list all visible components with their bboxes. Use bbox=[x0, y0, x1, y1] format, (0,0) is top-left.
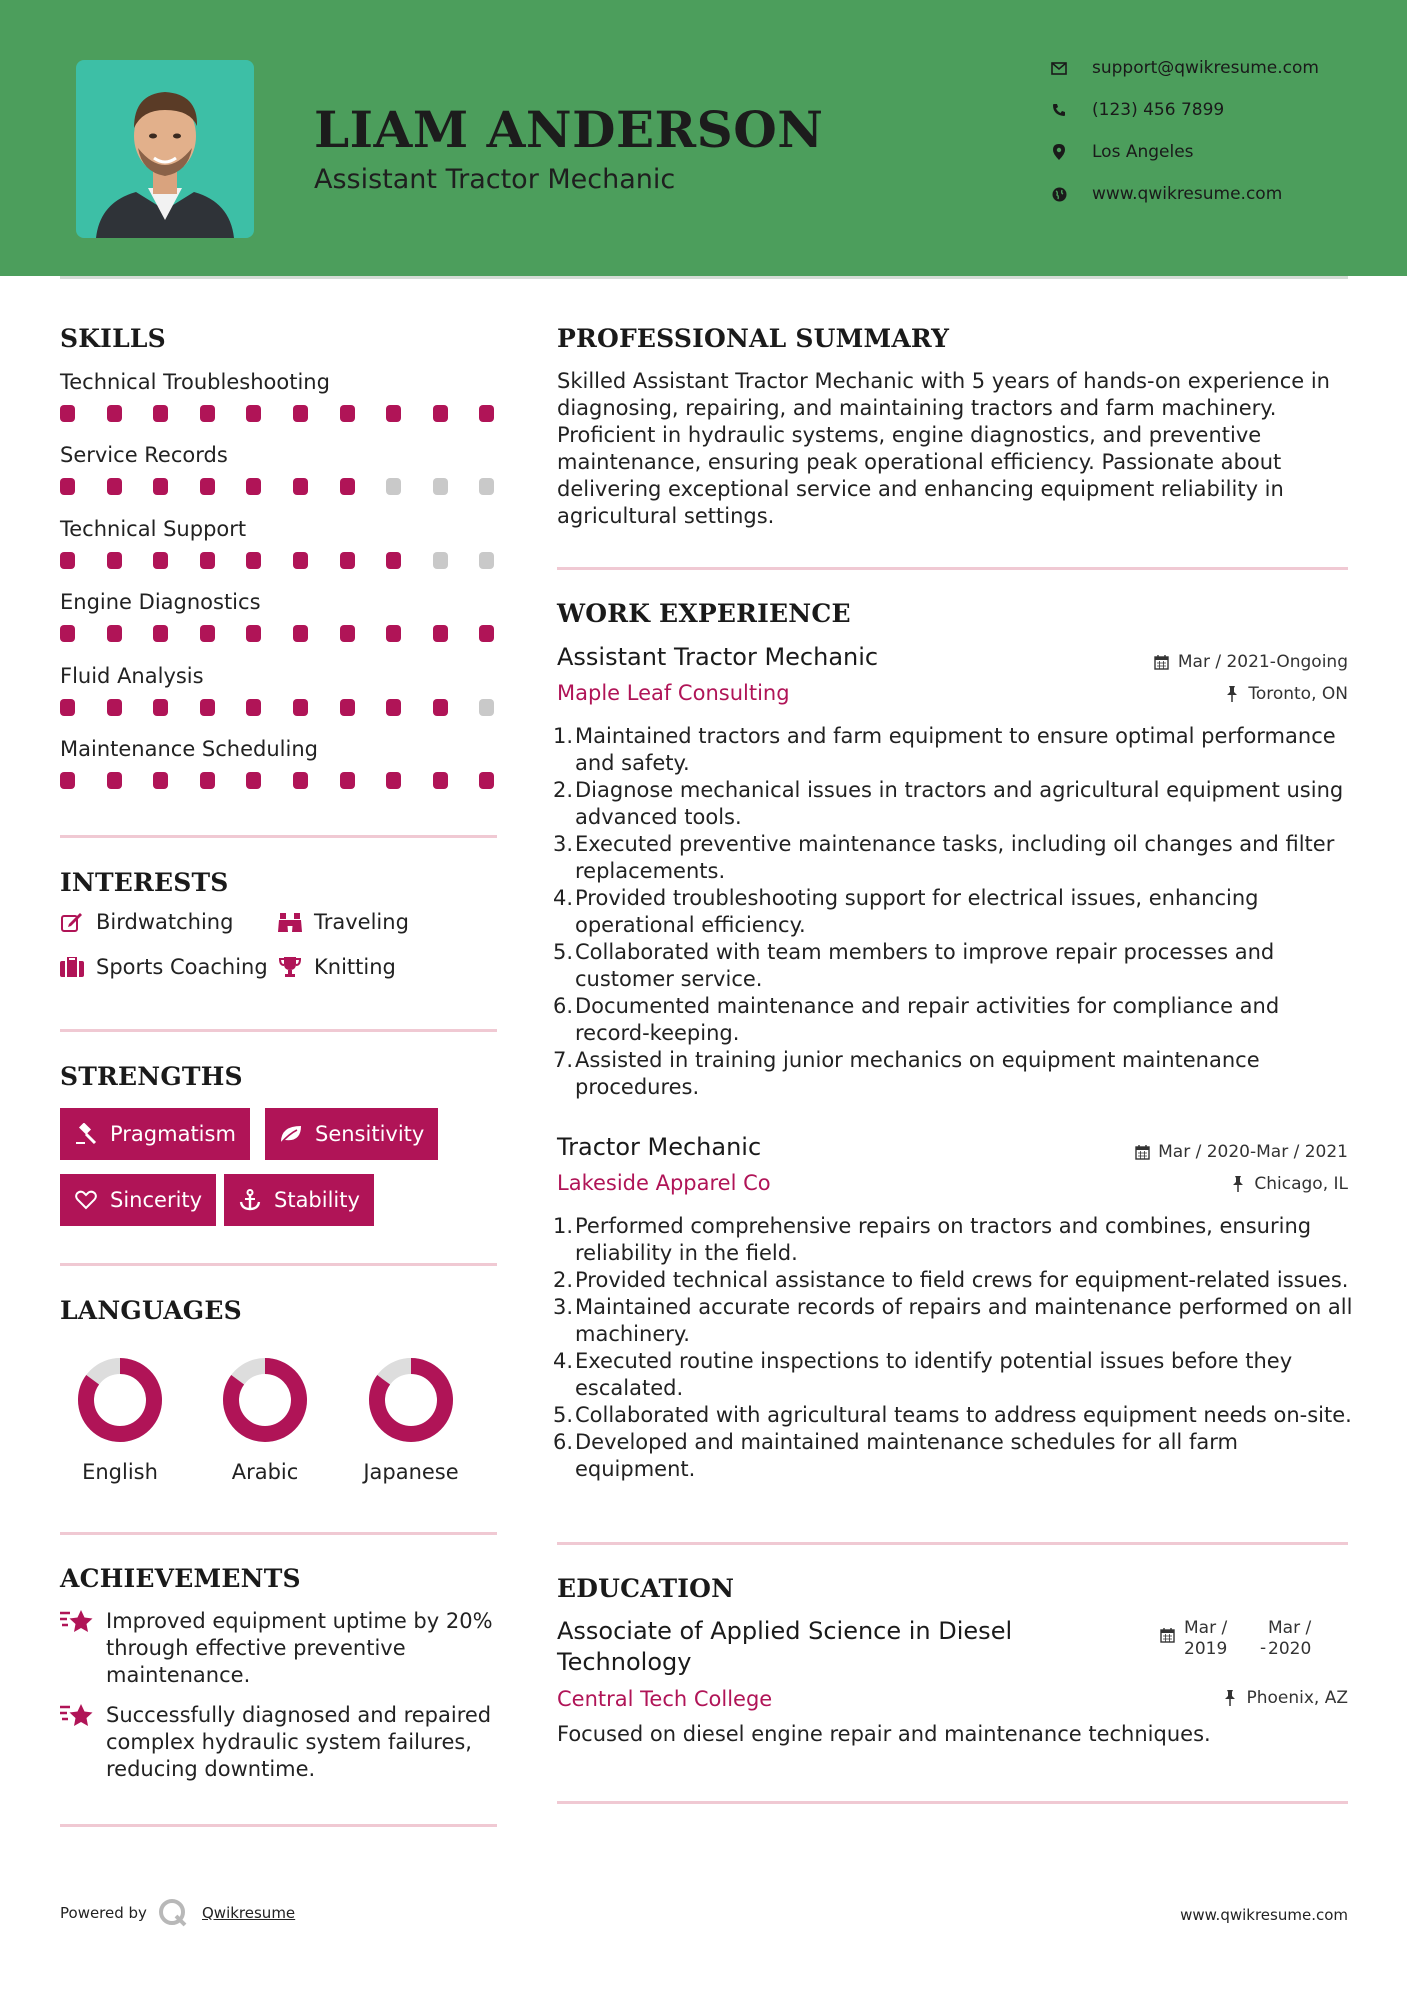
contact-location bbox=[1050, 140, 1194, 164]
leaf-icon bbox=[279, 1122, 303, 1146]
interest-label: Sports Coaching bbox=[96, 955, 268, 979]
education-description: Focused on diesel engine repair and maintenance techniques. bbox=[557, 1722, 1211, 1746]
job-role: Tractor Mechanic bbox=[557, 1133, 762, 1161]
duty-item: 1. Performed comprehensive repairs on tractors and combines, ensuring reliability in the field. bbox=[553, 1214, 1312, 1265]
skill-dot-filled bbox=[246, 625, 261, 642]
calendar-icon bbox=[1134, 1144, 1150, 1160]
interest-label: Birdwatching bbox=[96, 910, 234, 934]
contact-email-text: support@qwikresume.com bbox=[1092, 58, 1319, 78]
interest-label: Traveling bbox=[314, 910, 409, 934]
qwikresume-logo-icon bbox=[158, 1898, 188, 1928]
achievement-item bbox=[60, 1702, 500, 1783]
contact-email[interactable] bbox=[1050, 56, 1319, 80]
duty-item: 5. Collaborated with agricultural teams to address equipment needs on-site. bbox=[553, 1403, 1352, 1427]
job-duties bbox=[553, 1213, 1353, 1483]
skill-dot-filled bbox=[293, 478, 308, 495]
skill-dot-filled bbox=[433, 405, 448, 422]
skill-name: Engine Diagnostics bbox=[60, 590, 261, 615]
strength-tag bbox=[60, 1108, 250, 1160]
skill-rating bbox=[60, 699, 500, 717]
skill-dot-empty bbox=[433, 478, 448, 495]
strength-tag bbox=[265, 1108, 438, 1160]
duty-item: 4. Provided troubleshooting support for electrical issues, enhancing operational efficiency. bbox=[553, 886, 1259, 937]
skill-dot-filled bbox=[60, 552, 75, 569]
footer-website[interactable]: www.qwikresume.com bbox=[1180, 1906, 1348, 1924]
achievement-text: Improved equipment uptime by 20% through effective preventive maintenance. bbox=[106, 1609, 493, 1687]
language-item bbox=[50, 1356, 190, 1448]
skill-dot-filled bbox=[153, 478, 168, 495]
strength-tag bbox=[60, 1174, 216, 1226]
thumbtack-icon bbox=[1224, 686, 1240, 702]
skill-dot-empty bbox=[479, 478, 494, 495]
suitcase-icon bbox=[60, 955, 84, 979]
skill-dot-filled bbox=[107, 699, 122, 716]
profile-photo bbox=[76, 60, 254, 238]
skill-dot-filled bbox=[200, 552, 215, 569]
skill-name: Fluid Analysis bbox=[60, 663, 204, 688]
duty-item: 4. Executed routine inspections to identify potential issues before they escalated. bbox=[553, 1349, 1293, 1400]
summary-divider bbox=[557, 567, 1348, 570]
skill-dot-filled bbox=[293, 552, 308, 569]
skill-dot-filled bbox=[433, 625, 448, 642]
calendar-icon bbox=[1154, 654, 1170, 670]
skill-dot-filled bbox=[386, 772, 401, 789]
skill-dot-filled bbox=[340, 699, 355, 716]
skill-rating bbox=[60, 625, 500, 643]
skill-dot-filled bbox=[386, 405, 401, 422]
interest-item bbox=[60, 955, 268, 979]
strengths-divider bbox=[60, 1263, 497, 1266]
skill-dot-empty bbox=[386, 478, 401, 495]
skill-dot-filled bbox=[153, 772, 168, 789]
skill-dot-filled bbox=[433, 699, 448, 716]
language-donut bbox=[50, 1356, 190, 1444]
achievement-text: Successfully diagnosed and repaired complex hydraulic system failures, reducing downtime. bbox=[106, 1703, 492, 1781]
skill-dot-filled bbox=[200, 772, 215, 789]
contact-location-text: Los Angeles bbox=[1092, 142, 1194, 162]
skill-dot-filled bbox=[479, 405, 494, 422]
trophy-icon bbox=[278, 955, 302, 979]
interest-label: Knitting bbox=[314, 955, 396, 979]
duty-item: 7. Assisted in training junior mechanics on equipment maintenance procedures. bbox=[553, 1048, 1260, 1099]
skill-dot-filled bbox=[340, 405, 355, 422]
strength-tag bbox=[224, 1174, 374, 1226]
binoculars-icon bbox=[278, 910, 302, 934]
skill-name: Technical Support bbox=[60, 516, 247, 541]
skill-dot-filled bbox=[293, 625, 308, 642]
duty-item: 2. Diagnose mechanical issues in tractors and agricultural equipment using advanced tools. bbox=[553, 778, 1344, 829]
skill-dot-filled bbox=[293, 405, 308, 422]
education-school: Central Tech College bbox=[557, 1687, 773, 1711]
skill-dot-filled bbox=[153, 625, 168, 642]
skill-dot-filled bbox=[60, 772, 75, 789]
skill-dot-filled bbox=[340, 772, 355, 789]
summary-heading: PROFESSIONAL SUMMARY bbox=[557, 324, 950, 353]
job-company: Lakeside Apparel Co bbox=[557, 1171, 771, 1195]
language-label: English bbox=[82, 1460, 158, 1484]
duty-item: 5. Collaborated with team members to improve repair processes and customer service. bbox=[553, 940, 1275, 991]
languages-heading: LANGUAGES bbox=[60, 1296, 242, 1325]
skill-dot-filled bbox=[153, 405, 168, 422]
job-date-text: Mar / 2020-Mar / 2021 bbox=[1158, 1142, 1348, 1162]
contact-website[interactable] bbox=[1050, 182, 1282, 206]
skill-dot-filled bbox=[200, 699, 215, 716]
skill-dot-filled bbox=[246, 478, 261, 495]
summary-text: Skilled Assistant Tractor Mechanic with 5 years of hands-on experience in diagnosing, repairing, and maintaining tractors and farm machinery. Proficient in hydraulic systems, engine diagnostics, and preventive maintenance, ensuring peak operational efficiency. Passionate about delivering exceptional service and enhancing equipment reliability in agricultural settings. bbox=[557, 369, 1330, 528]
heart-icon bbox=[74, 1188, 98, 1212]
candidate-name: LIAM ANDERSON bbox=[314, 100, 824, 159]
contact-website-text: www.qwikresume.com bbox=[1092, 184, 1283, 204]
header-underline bbox=[60, 276, 1348, 279]
thumbtack-icon bbox=[1222, 1690, 1238, 1706]
phone-icon bbox=[1050, 101, 1068, 119]
skill-dot-empty bbox=[433, 552, 448, 569]
skill-dot-filled bbox=[246, 405, 261, 422]
skill-dot-filled bbox=[200, 478, 215, 495]
skill-dot-filled bbox=[246, 699, 261, 716]
duty-item: 6. Documented maintenance and repair activities for compliance and record-keeping. bbox=[553, 994, 1280, 1045]
experience-heading: WORK EXPERIENCE bbox=[557, 599, 851, 628]
interest-item bbox=[278, 910, 409, 934]
date-separator: - bbox=[1260, 1638, 1267, 1658]
skill-dot-filled bbox=[153, 699, 168, 716]
language-donut bbox=[195, 1356, 335, 1444]
skill-dot-filled bbox=[479, 625, 494, 642]
skill-dot-empty bbox=[479, 699, 494, 716]
languages-divider bbox=[60, 1532, 497, 1535]
skill-dot-filled bbox=[340, 625, 355, 642]
language-label: Arabic bbox=[231, 1460, 299, 1484]
achievements-heading: ACHIEVEMENTS bbox=[60, 1564, 301, 1593]
pencil-square-icon bbox=[60, 910, 84, 934]
experience-divider bbox=[557, 1542, 1348, 1545]
language-item bbox=[195, 1356, 335, 1448]
job-location bbox=[1230, 1174, 1348, 1194]
star-icon bbox=[60, 1608, 94, 1638]
star-icon bbox=[60, 1702, 94, 1732]
map-pin-icon bbox=[1050, 143, 1068, 161]
job-company: Maple Leaf Consulting bbox=[557, 681, 790, 705]
skill-dot-filled bbox=[153, 552, 168, 569]
skill-dot-filled bbox=[479, 772, 494, 789]
job-date-text: Mar / 2021-Ongoing bbox=[1177, 652, 1348, 672]
gavel-icon bbox=[74, 1122, 98, 1146]
duty-item: 3. Executed preventive maintenance tasks, including oil changes and filter replacements. bbox=[553, 832, 1335, 883]
candidate-title: Assistant Tractor Mechanic bbox=[314, 164, 676, 195]
skill-dot-filled bbox=[107, 478, 122, 495]
strength-label: Sincerity bbox=[110, 1188, 203, 1212]
contact-phone[interactable] bbox=[1050, 98, 1224, 122]
skills-heading: SKILLS bbox=[60, 324, 166, 353]
duty-item: 2. Provided technical assistance to field crews for equipment-related issues. bbox=[553, 1268, 1349, 1292]
skill-dot-filled bbox=[293, 699, 308, 716]
job-duties bbox=[553, 723, 1353, 1101]
duty-item: 1. Maintained tractors and farm equipment to ensure optimal performance and safety. bbox=[553, 724, 1336, 775]
education-degree: Associate of Applied Science in Diesel Technology bbox=[557, 1617, 1013, 1676]
skill-dot-filled bbox=[60, 625, 75, 642]
skill-dot-filled bbox=[107, 625, 122, 642]
footer-brand-link[interactable]: Qwikresume bbox=[202, 1904, 296, 1922]
skill-dot-filled bbox=[60, 699, 75, 716]
education-divider bbox=[557, 1801, 1348, 1804]
interests-heading: INTERESTS bbox=[60, 868, 229, 897]
skill-dot-filled bbox=[433, 772, 448, 789]
education-date-start: Mar / 2019 bbox=[1184, 1618, 1228, 1659]
duty-item: 3. Maintained accurate records of repairs and maintenance performed on all machinery. bbox=[553, 1295, 1353, 1346]
skill-name: Maintenance Scheduling bbox=[60, 737, 318, 761]
skill-dot-filled bbox=[107, 405, 122, 422]
job-location-text: Chicago, IL bbox=[1254, 1174, 1348, 1194]
education-location bbox=[1222, 1688, 1348, 1708]
skill-dot-filled bbox=[340, 478, 355, 495]
skill-rating bbox=[60, 552, 500, 570]
education-date-end: Mar / 2020 bbox=[1268, 1618, 1312, 1659]
skill-dot-filled bbox=[246, 552, 261, 569]
duty-item: 6. Developed and maintained maintenance schedules for all farm equipment. bbox=[553, 1430, 1238, 1481]
achievements-divider bbox=[60, 1824, 497, 1827]
education-location-text: Phoenix, AZ bbox=[1246, 1688, 1348, 1708]
anchor-icon bbox=[238, 1188, 262, 1212]
calendar-icon bbox=[1160, 1628, 1178, 1646]
language-label: Japanese bbox=[363, 1460, 459, 1484]
strength-label: Pragmatism bbox=[110, 1122, 236, 1146]
strengths-heading: STRENGTHS bbox=[60, 1062, 243, 1091]
skill-dot-filled bbox=[60, 478, 75, 495]
skill-dot-filled bbox=[246, 772, 261, 789]
skills-divider bbox=[60, 835, 497, 838]
skill-rating bbox=[60, 772, 500, 790]
skill-dot-filled bbox=[386, 699, 401, 716]
skill-name: Service Records bbox=[60, 443, 228, 468]
skill-dot-filled bbox=[107, 552, 122, 569]
strength-label: Sensitivity bbox=[315, 1122, 425, 1146]
job-date bbox=[1134, 1142, 1348, 1162]
footer-powered-by: Powered by bbox=[60, 1904, 147, 1922]
skill-dot-filled bbox=[60, 405, 75, 422]
globe-icon bbox=[1050, 185, 1068, 203]
interest-item bbox=[60, 910, 233, 934]
envelope-icon bbox=[1050, 59, 1068, 77]
skill-dot-filled bbox=[293, 772, 308, 789]
skill-dot-empty bbox=[479, 552, 494, 569]
job-location bbox=[1224, 684, 1348, 704]
strength-label: Stability bbox=[274, 1188, 360, 1212]
skill-dot-filled bbox=[386, 625, 401, 642]
contact-phone-text: (123) 456 7899 bbox=[1092, 100, 1225, 120]
job-location-text: Toronto, ON bbox=[1248, 684, 1348, 704]
skill-name: Technical Troubleshooting bbox=[60, 370, 330, 394]
interest-item bbox=[278, 955, 396, 979]
skill-dot-filled bbox=[200, 405, 215, 422]
skill-rating bbox=[60, 405, 500, 423]
language-item bbox=[341, 1356, 481, 1448]
education-heading: EDUCATION bbox=[557, 1574, 735, 1603]
thumbtack-icon bbox=[1230, 1176, 1246, 1192]
skill-dot-filled bbox=[107, 772, 122, 789]
interests-divider bbox=[60, 1029, 497, 1032]
skill-rating bbox=[60, 478, 500, 496]
job-date bbox=[1154, 652, 1348, 672]
skill-dot-filled bbox=[340, 552, 355, 569]
achievement-item bbox=[60, 1608, 500, 1689]
job-role: Assistant Tractor Mechanic bbox=[557, 643, 879, 671]
language-donut bbox=[341, 1356, 481, 1444]
skill-dot-filled bbox=[386, 552, 401, 569]
skill-dot-filled bbox=[200, 625, 215, 642]
